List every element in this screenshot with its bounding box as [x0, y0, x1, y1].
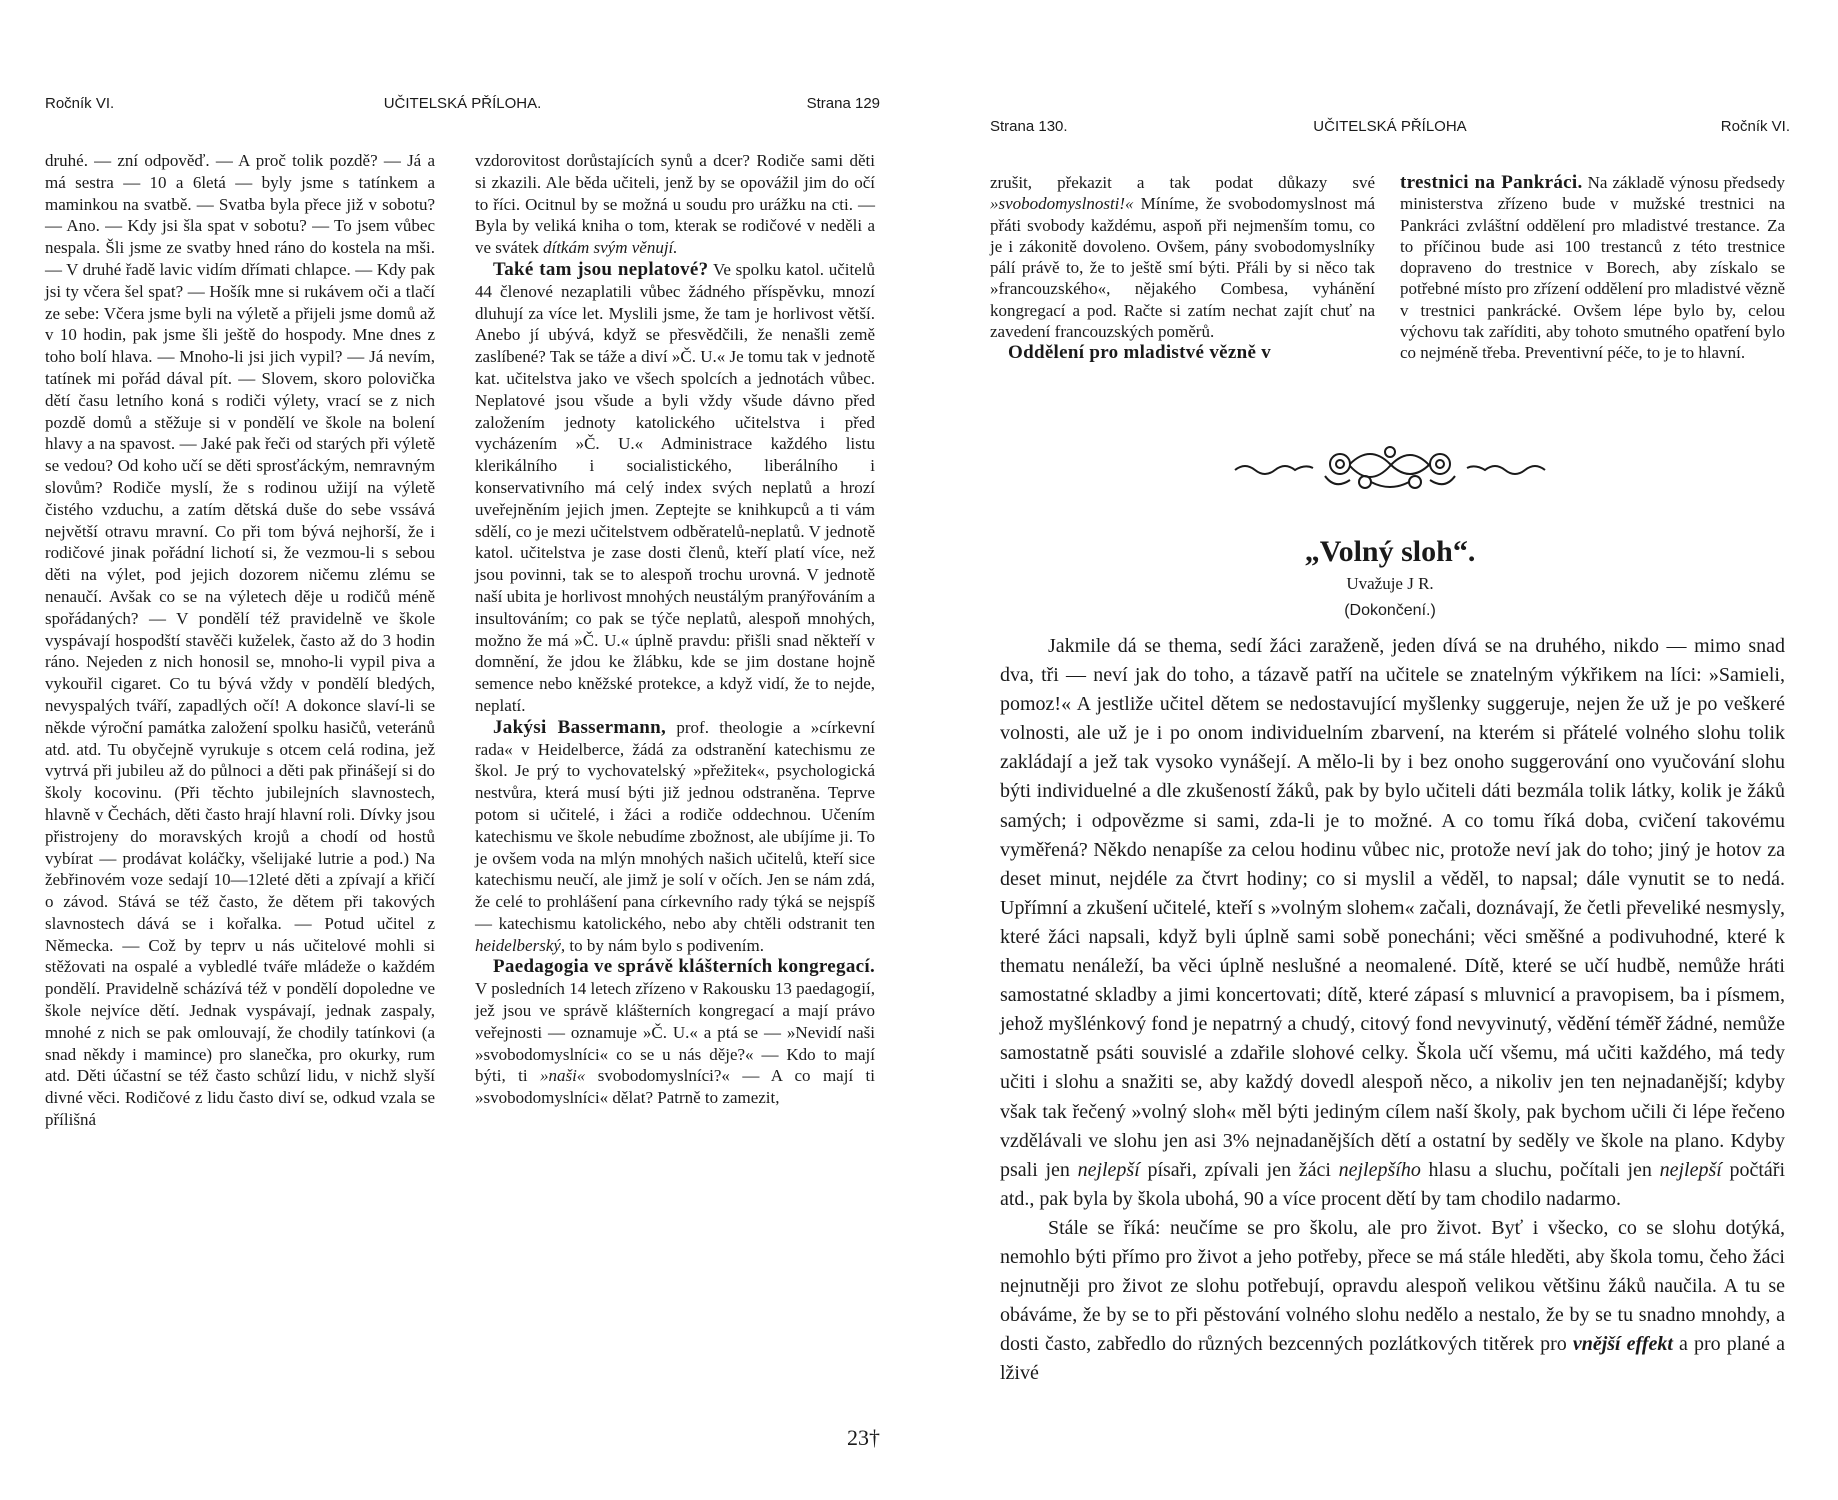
ornament-divider-icon [1230, 440, 1550, 496]
volume-label: Ročník VI. [45, 95, 115, 112]
journal-title: UČITELSKÁ PŘÍLOHA. [383, 95, 542, 112]
left-column-1 [45, 150, 435, 1131]
news-item: Jakýsi Bassermann, prof. theologie a »církevní rada« v Heidelberce, žádá za odstranění katechismu ze škol. Je prý to vychovatelský »přežitek«, psychologická nestvůra, která musí býti již jednou odstraněna. Teprve potom si učitelé, i žáci a rodiče oddechnou. Učením katechismu ve škole nebudíme zbožnost, ale ubíjíme ji. To je ovšem voda na mlýn mnohých našich učitelů, kteří sice katechismu neučí, ale jimž je solí v očích. Jen se nám zdá, že celé to prohlášení pana církevního rady týká se nejspíš — katechismu katolického, nebo aby chtěli odstranit ten heidelberský, to by nám bylo s podivením. [475, 716, 876, 955]
right-page [990, 0, 1790, 1500]
news-item: Paedagogia ve správě klášterních kongregací. V posledních 14 letech zřízeno v Rakousku 13 paedagogií, jež jsou ve správě klášterních kongregací a mají právo veřejnosti — oznamuje »Č. U.« a ptá se — »Nevidí naši »svobodomyslníci« co se u nás děje?« — Kdo to mají býti, ti »naši« svobodomyslníci?« — A co mají ti »svobodomyslníci« dělat? Patrně to zamezit, [475, 956, 876, 1108]
section-heading: Jakýsi Bassermann, [493, 716, 667, 738]
paragraph: Jakmile dá se thema, sedí žáci zaraženě, jeden dívá se na druhého, nikdo — mimo snad dva, tři — neví jak do toho, a tázavě patří na učitele se znatelným výkřikem na líci: »Samieli, pomoz!« A jestliže učitel dětem se nedostavující myšlenky suggeruje, nejen že už je po veškeré volnosti, ale už je i po onom individuelním zbarvení, na kterém si přátelé volného slohu tolik zakládají a jež tak vysoko vynášejí. A mělo-li by i bez onoho suggerování ono vyučování slohu býti individuelné a dle zkušeností žáků, pak by bylo učiteli dáti bezmála tolik látky, kolik je žáků samých; i odpovězme si sami, zda-li je to možné. A co tomu říká doba, cvičení takovému vyměřená? Někdo nenapíše za celou hodinu vůbec nic, protože neví jak do toho; jiný je hotov za deset minut, nejdéle za čtvrt hodiny; co si myslil a věděl, to napsal; dále vynutit se to nedá. Upřímní a zkušení učitelé, kteří s »volným slohem« začali, doznávají, že četli převeliké nesmysly, které žáci napsali, když byli úplně sami sobě ponecháni; věci směšné a podivuhodné, které k thematu nenáleží, ba věci úplně neslušné a neomalené. Dítě, které se učí hudbě, nemůže hráti samostatné skladby a jimi koncertovati; dítě, které zápasí s mluvnicí a pravopisem, ba i písmem, jehož myšlénkový fond je nepatrný a chudý, citový fond nevyvinutý, vědění téměř žádné, nemůže samostatně psáti souvislé a zdařile slohové celky. Škola učí všemu, má učiti každého, má tedy učiti i slohu a snažiti se, aby každý dovedl alespoň něco, a nikoliv jen ten nejnadanější; kdyby však tak řečený »volný sloh« měl býti jediným cílem naší školy, pak bychom učili či lépe řečeno vzdělávali ve slohu jen asi 3% nejnadanějších dětí a ostatní by seděly ve škole na plano. Kdyby psali jen nejlepší písaři, zpívali jen žáci nejlepšího hlasu a sluchu, počítali jen nejlepší počtáři atd., pak byla by škola ubohá, 90 a více procent dětí by tam chodilo nadarmo. [1000, 635, 1786, 1210]
left-page [45, 0, 880, 1500]
right-column-1 [990, 172, 1375, 364]
section-heading: Oddělení pro mladistvé vězně v [1008, 342, 1272, 364]
paragraph: zrušit, překazit a tak podat důkazy své »svobodomyslnosti!« Míníme, že svobodomyslnost má přáti svobody každému, aspoň při nejmenším tomu, co je i zákonitě dovoleno. Ovšem, pány svobodomyslníky pálí právě to, že to ještě smí býti. Přáli by si něco tak »francouzského«, nějakého Combesa, vyhánění kongregací a pod. Račte si zatím nechat zajít chuť na zavedení francouzských poměrů. [990, 173, 1375, 342]
journal-title: UČITELSKÁ PŘÍLOHA [1313, 118, 1467, 135]
volume-label: Ročník VI. [1720, 118, 1790, 135]
page-number: Strana 129 [806, 95, 880, 112]
right-column-2 [1400, 172, 1785, 364]
running-head-left [45, 95, 880, 119]
page-number: Strana 130. [990, 118, 1068, 135]
article-title: „Volný sloh“. [1304, 535, 1476, 568]
paragraph: trestnici na Pankráci. Na základě výnosu předsedy ministerstva zřízeno bude v mužské trestnici na Pankráci zvláštní oddělení pro mladistvé trestance. Za to příčinou bude asi 100 trestanců z této trestnice dopraveno do trestnice v Borech, aby získalo se potřebné místo pro zřízení oddělení pro mladistvé vězně v trestnici pankrácké. Ovšem lépe bylo by, celou výchovu tak zaříditi, aby tohoto smutného opatření bylo co nejméně třeba. Preventivní péče, to je to hlavní. [1400, 172, 1785, 363]
left-column-2 [475, 150, 875, 1109]
section-heading: Také tam jsou neplatové? [493, 258, 709, 280]
article-body [1000, 632, 1785, 1388]
section-heading: Paedagogia ve správě klášterních kongregací. [493, 956, 875, 978]
printer-signature: 23† [847, 1425, 880, 1450]
article-byline: Uvažuje J R. [1346, 574, 1434, 593]
italic-text: dítkám svým věnují. [542, 238, 678, 258]
section-heading: trestnici na Pankráci. [1400, 172, 1583, 193]
article-note: (Dokončení.) [1344, 602, 1436, 619]
running-head-right [990, 118, 1790, 142]
paragraph: druhé. — zní odpověď. — A proč tolik pozdě? — Já a má sestra — 10 a 6letá — byly jsme s tatínkem a maminkou na svatbě. — Svatba byla přece již v sobotu? — Ano. — Kdy jsi šla spat v sobotu? — To jsem vůbec nespala. Šli jsme ze svatby hned ráno do kostela na mši. — V druhé řadě lavic vidím dřímati chlapce. — Kdy pak jsi ty včera šel spat? — Hošík mne si rukávem oči a tlačí ze sebe: Včera jsme byli na výletě a přijeli jsme domů až v 10 hodin, pak jsme šli ještě do hospody. Mne dnes z toho bolí hlava. — Mnoho-li jsi jich vypil? — Já nevím, tatínek mi pořád dával pít. — Slovem, skoro polovička dětí času letního koná s rodiči výlety, vrací se z nich pozdě domů a stěžuje si v pondělí ve škole na bolení hlavy a na spavost. — Jaké pak řeči od starých při výletě se vedou? Od koho učí se děti sprosťáckým, nemravným slovům? Rodiče myslí, že s rodinou užijí na výletě čistého vzduchu, a zatím dětská duše do sebe vssává největší otravu mravní. Co při tom bývá nejhorší, že i rodičové jinak pořádní lichotí si, že vezmou-li s sebou děti na výlet, pod jejich dozorem ničemu zlému se nenaučí. Avšak co se na výletech děje u rodičů méně spořádaných? — V pondělí též pravidelně ve škole vyspávají hospodští stavěči kuželek, často až do 3 hodin ráno. Nejeden z nich honosil se, mnoho-li vypil piva a vykouřil cigaret. Co tu bývá vždy v pondělí bledých, nevyspalých tváří, zapadlých očí! A dokonce slaví-li se někde výroční památka založení spolku hasičů, veteránů atd. atd. Tu obyčejně vyrukuje s otcem celá rodina, jež vytrvá při jubileu až do půlnoci a děti pak přinášejí si do školy kocovinu. (Při těchto jubilejních slavnostech, hlavně v Čechách, děti často hrají hlavní roli. Dívky jsou přistrojeny do moravských krojů a chodí od hostů vybírat — prodávat koláčky, všelijaké lutrie a pod.) Na žebřinovém voze sedají 10—12leté děti a zpívají a křičí o závod. Stává se též často, že dětem při takových slavnostech dává se i kořalka. — Potud učitel z Německa. — Což by teprv u nás učitelové mohli si stěžovati na ospalé a vybledlé tváře mládeže o každém pondělí. Pravidelně scházívá též v pondělí dopoledne ve škole nejvíce dětí. Jednak vyspávají, jednak zaspaly, mnohé z nich se pak omlouvají, že chodily tatínkovi (a snad někdy i mamince) pro slanečka, pro okurky, rum atd. Děti účastní se též často schůzí lidu, v nichž slyší divné věci. Rodičové z lidu často diví se, odkud vzala se přílišná [45, 151, 435, 1130]
news-item: Také tam jsou neplatové? Ve spolku katol. učitelů 44 členové nezaplatili vůbec žádného příspěvku, mnozí dluhují za více let. Myslili jsme, že tam je horlivost větší. Anebo jí ubývá, když se přesvědčili, že nenašli země zaslíbené? Tak se táže a diví »Č. U.« Je tomu tak v jednotě kat. učitelstva jako ve všech spolcích a jednotách vůbec. Neplatové jsou všude a byli vždy všude dávno před založením jednoty katolického učitelstva i před vycházením »Č. U.« Administrace každého listu klerikálního i socialistického, liberálního i konservativního má celý index svých neplatů a hrozí uveřejněním jejich jmen. Zeptejte se knihkupců a ti vám sdělí, co je mezi učitelstvem odběratelů-neplatů. V jednotě katol. učitelstva je zase dosti členů, kteří platí více, než jsou povinni, tak se to alespoň trochu urovná. V jednotě naší ubita je horlivost mnohých neustálým pranýřováním a insultováním; co pak se týče neplatů, alespoň mnohých, možno že má »Č. U.« úplně pravdu: přišli snad někteří v domnění, že jdou ke žlábku, kde se jim dostane hojně semence nebo kněžské protekce, a když vidí, že to nejde, neplatí. [475, 258, 875, 715]
paragraph: vzdorovitost dorůstajících synů a dcer? Rodiče sami děti si zkazili. Ale běda učiteli, jenž by se opovážil jim do očí to říci. Ocitnul by se možná u soudu pro urážku na cti. — Byla by veliká kniha o tom, kterak se rodičové v neděli a ve svátek dítkám svým věnují. [475, 151, 875, 258]
paragraph: Stále se říká: neučíme se pro školu, ale pro život. Byť i všecko, co se slohu dotýká, nemohlo býti přímo pro život a jeho potřeby, přece se má stále hleděti, aby škola tomu, čeho žáci nejnutněji pro život ze slohu potřebují, opravdu alespoň velikou většinu žáků naučila. A tu se obáváme, že by se to při pěstování volného slohu nedělo a nestalo, že by se tu snadno mnohdy, a dosti často, zabředlo do různých bezcenných pozlátkových titěrek pro vnější effekt a pro plané a lživé [1000, 1216, 1785, 1385]
